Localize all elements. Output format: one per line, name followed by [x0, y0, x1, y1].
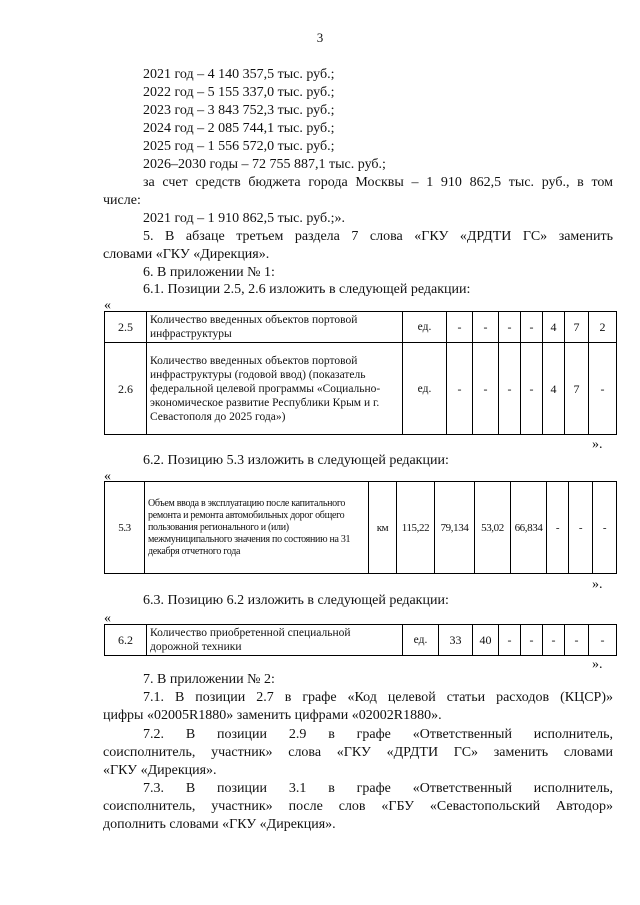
value-cell: 7: [565, 343, 589, 435]
value-cell: -: [447, 312, 473, 343]
indicator-name-cell: Количество приобретенной специальной дорожной техники: [147, 625, 403, 656]
value-cell: -: [589, 625, 617, 656]
value-cell: -: [543, 625, 565, 656]
item-7-3-line-end: дополнить словами «ГКУ «Дирекция».: [103, 817, 336, 832]
item-7-2-line-end: «ГКУ «Дирекция».: [103, 763, 217, 778]
value-cell: 53,02: [475, 482, 511, 574]
position-number-cell: 5.3: [105, 482, 145, 574]
unit-cell: км: [369, 482, 397, 574]
table-row: [105, 312, 617, 343]
value-cell: -: [521, 312, 543, 343]
value-cell: 115,22: [397, 482, 435, 574]
position-number-cell: 6.2: [105, 625, 147, 656]
unit-cell: ед.: [403, 312, 447, 343]
value-cell: -: [521, 625, 543, 656]
item-6-3-heading: 6.3. Позицию 6.2 изложить в следующей редакции:: [143, 593, 449, 608]
value-cell: -: [547, 482, 569, 574]
moscow-budget-line-end: числе:: [103, 193, 141, 208]
indicator-name-cell: Количество введенных объектов портовой инфраструктуры (годовой ввод) (показатель федеральной целевой программы «Социально-экономическое развитие Республики Крым и г. Севастополя до 2025 года»): [147, 343, 403, 435]
close-quote: ».: [592, 657, 603, 672]
budget-year-line: 2022 год – 5 155 337,0 тыс. руб.;: [143, 85, 335, 100]
budget-year-line: 2024 год – 2 085 744,1 тыс. руб.;: [143, 121, 335, 136]
positions-table-3: [104, 624, 617, 656]
item-7-2-line: 7.2. В позиции 2.9 в графе «Ответственный исполнитель,: [143, 727, 613, 742]
item-7-1-line-end: цифры «02005R1880» заменить цифрами «02002R1880».: [103, 708, 442, 723]
value-cell: -: [447, 343, 473, 435]
unit-cell: ед.: [403, 343, 447, 435]
value-cell: 79,134: [435, 482, 475, 574]
value-cell: -: [499, 312, 521, 343]
indicator-name-cell: Объем ввода в эксплуатацию после капитального ремонта и ремонта автомобильных дорог общего пользования регионального и (или) межмуниципального значения по состоянию на 31 декабря отчетного года: [145, 482, 369, 574]
item-5-line: 5. В абзаце третьем раздела 7 слова «ГКУ «ДРДТИ ГС» заменить: [143, 229, 613, 244]
open-quote: «: [104, 611, 111, 626]
item-5-line-end: словами «ГКУ «Дирекция».: [103, 247, 270, 262]
close-quote: ».: [592, 577, 603, 592]
position-number-cell: 2.5: [105, 312, 147, 343]
table-row: [105, 482, 617, 574]
value-cell: 66,834: [511, 482, 547, 574]
budget-year-line: 2021 год – 4 140 357,5 тыс. руб.;: [143, 67, 335, 82]
item-6-1-heading: 6.1. Позиции 2.5, 2.6 изложить в следующей редакции:: [143, 282, 471, 297]
indicator-name-cell: Количество введенных объектов портовой инфраструктуры: [147, 312, 403, 343]
moscow-budget-line: за счет средств бюджета города Москвы – 1 910 862,5 тыс. руб., в том: [143, 175, 613, 190]
value-cell: -: [521, 343, 543, 435]
value-cell: -: [473, 312, 499, 343]
value-cell: -: [499, 343, 521, 435]
moscow-budget-2021: 2021 год – 1 910 862,5 тыс. руб.;».: [143, 211, 345, 226]
close-quote: ».: [592, 437, 603, 452]
value-cell: -: [499, 625, 521, 656]
item-7-1-line: 7.1. В позиции 2.7 в графе «Код целевой статьи расходов (КЦСР)»: [143, 690, 613, 705]
value-cell: -: [593, 482, 617, 574]
budget-year-line: 2025 год – 1 556 572,0 тыс. руб.;: [143, 139, 335, 154]
open-quote: «: [104, 298, 111, 313]
value-cell: 2: [589, 312, 617, 343]
value-cell: -: [473, 343, 499, 435]
item-7-3-line-2: соисполнитель, участник» после слов «ГБУ «Севастопольский Автодор»: [103, 799, 613, 814]
item-7-3-line: 7.3. В позиции 3.1 в графе «Ответственный исполнитель,: [143, 781, 613, 796]
value-cell: 40: [473, 625, 499, 656]
value-cell: 4: [543, 343, 565, 435]
budget-year-line: 2023 год – 3 843 752,3 тыс. руб.;: [143, 103, 335, 118]
unit-cell: ед.: [403, 625, 439, 656]
position-number-cell: 2.6: [105, 343, 147, 435]
page-number: 3: [316, 30, 324, 45]
table-row: [105, 343, 617, 435]
item-7-2-line-2: соисполнитель, участник» слова «ГКУ «ДРДТИ ГС» заменить словами: [103, 745, 613, 760]
positions-table-1: [104, 311, 617, 435]
value-cell: -: [589, 343, 617, 435]
value-cell: -: [569, 482, 593, 574]
budget-year-line: 2026–2030 годы – 72 755 887,1 тыс. руб.;: [143, 157, 386, 172]
value-cell: 4: [543, 312, 565, 343]
item-6-heading: 6. В приложении № 1:: [143, 265, 275, 280]
positions-table-2: [104, 481, 617, 574]
value-cell: 7: [565, 312, 589, 343]
open-quote: «: [104, 469, 111, 484]
table-row: [105, 625, 617, 656]
value-cell: -: [565, 625, 589, 656]
value-cell: 33: [439, 625, 473, 656]
item-7-heading: 7. В приложении № 2:: [143, 672, 275, 687]
item-6-2-heading: 6.2. Позицию 5.3 изложить в следующей редакции:: [143, 453, 449, 468]
